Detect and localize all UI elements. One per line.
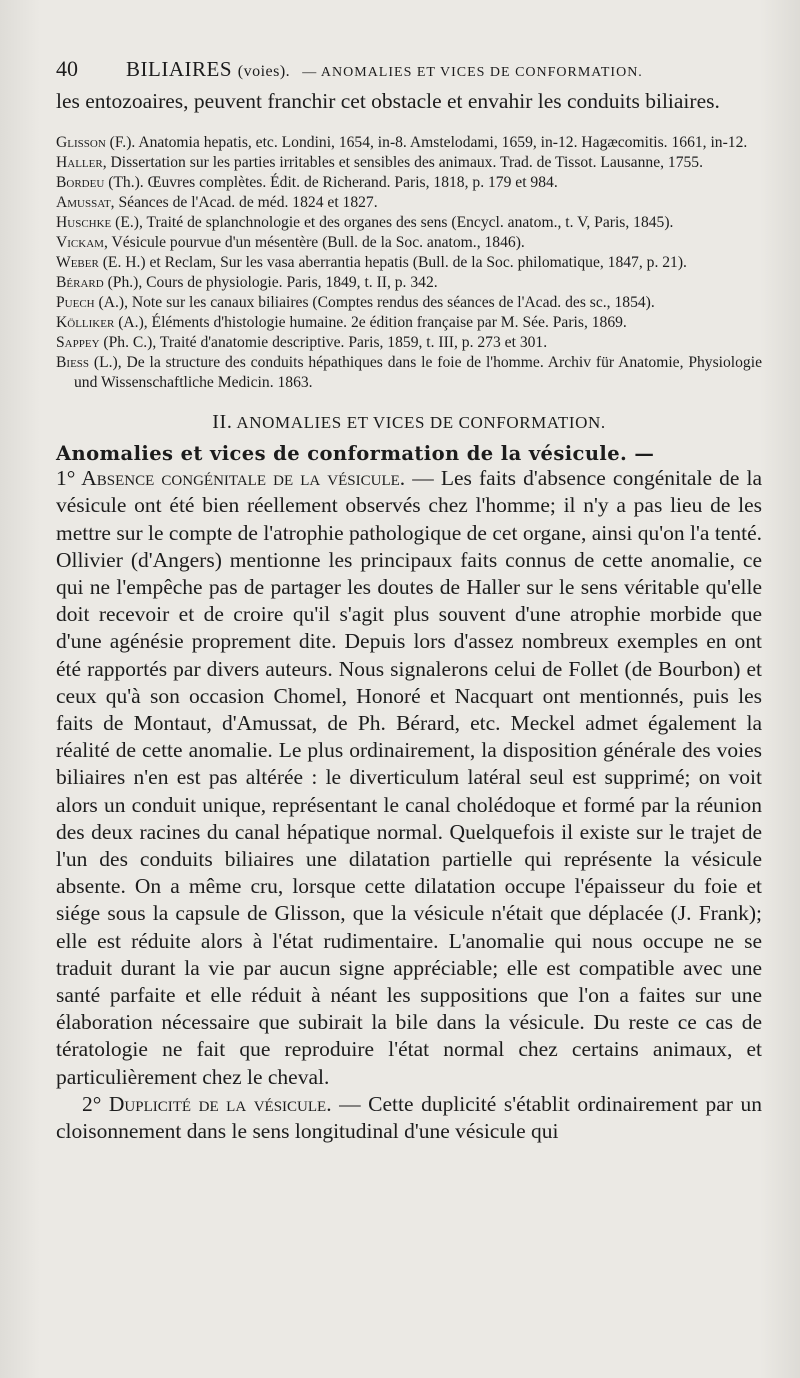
bib-entry: Puech (A.), Note sur les canaux biliaires (Comptes rendus des séances de l'Acad. des sc., 1854). (56, 294, 655, 312)
bib-entry: Bérard (Ph.), Cours de physiologie. Paris, 1849, t. II, p. 342. (56, 274, 438, 292)
paragraph-absence (56, 465, 762, 1091)
bib-entry: Vickam, Vésicule pourvue d'un mésentère (Bull. de la Soc. anatom., 1846). (56, 234, 525, 252)
bib-entry: Huschke (E.), Traité de splanchnologie et des organes des sens (Encycl. anatom., t. V, Paris, 1845). (56, 214, 674, 232)
section-heading: ANOMALIES ET VICES DE CONFORMATION. (236, 413, 606, 433)
bibliography (56, 133, 762, 393)
bib-entry: Biess (L.), De la structure des conduits hépathiques dans le foie de l'homme. Archiv für Anatomie, Physiologie und Wissenschaftliche Medicin. 1863. (56, 354, 762, 392)
intro-paragraph: les entozoaires, peuvent franchir cet obstacle et envahir les conduits biliaires. (56, 89, 720, 113)
running-head-title: BILIAIRES (voies). (126, 57, 291, 81)
bib-entry: Sappey (Ph. C.), Traité d'anatomie descriptive. Paris, 1859, t. III, p. 273 et 301. (56, 334, 548, 352)
paragraph-absence-text: Les faits d'absence congénitale de la vésicule ont été bien réellement observés chez l'homme; il n'y a pas lieu de les mettre sur le compte de l'atrophie pathologique de cet organe, ainsi qu'on l'a tenté. Ollivier (d'Angers) mentionne les principaux faits connus de cette anomalie, ce qui ne l'empêche pas de partager les doutes de Haller sur le sens véritable qu'elle doit recevoir et de croire qu'il s'agit plus souvent d'une atrophie morbide que d'une agénésie proprement dite. Depuis lors d'assez nombreux exemples en ont été rapportés par divers auteurs. Nous signalerons celui de Follet (de Bourbon) et ceux qu'à son occasion Chomel, Honoré et Nacquart ont mentionnés, puis les faits de Montaut, d'Amussat, de Ph. Bérard, etc. Meckel admet également la réalité de cette anomalie. Le plus ordinairement, la disposition générale des voies biliaires n'en est pas altérée : le diverticulum latéral seul est supprimé; on voit alors un conduit unique, représentant le canal cholédoque et formé par la réunion des deux racines du canal hépatique normal. Quelquefois il existe sur le trajet de l'un des conduits biliaires une dilatation partielle qui représente la vésicule absente. On a même cru, lorsque cette dilatation occupe l'épaisseur du foie et siége sous la capsule de Glisson, que la vésicule n'était que déplacée (J. Frank); elle est réduite alors à l'état rudimentaire. L'anomalie qui nous occupe ne se traduit durant la vie par aucun signe appréciable; elle est compatible avec une santé parfaite et elle réduit à néant les suppositions que l'on a faites sur une élaboration nécessaire que subirait la bile dans la vésicule. Du reste ce cas de tératologie ne fait que reproduire l'état normal chez certains animaux, et particulièrement chez le cheval. (56, 466, 763, 1089)
running-head-subtitle: — ANOMALIES ET VICES DE CONFORMATION. (302, 65, 643, 80)
paragraph-duplicite-text: Cette duplicité s'établit ordinairement par un cloisonnement dans le sens longitudinal d'une vésicule qui (56, 1091, 762, 1144)
running-header (56, 56, 762, 82)
bib-entry: Weber (E. H.) et Reclam, Sur les vasa aberrantia hepatis (Bull. de la Soc. philomatique, 1847, p. 21). (56, 254, 687, 272)
page-number: 40 (56, 56, 78, 81)
paragraph-duplicite-heading: 2° Duplicité de la vésicule. — (82, 1091, 361, 1116)
bib-entry: Amussat, Séances de l'Acad. de méd. 1824 et 1827. (56, 194, 378, 212)
bib-entry: Bordeu (Th.). Œuvres complètes. Édit. de Richerand. Paris, 1818, p. 179 et 984. (56, 174, 558, 192)
section-number: II. (212, 411, 233, 434)
bib-entry: Haller, Dissertation sur les parties irritables et sensibles des animaux. Trad. de Tissot. Lausanne, 1755. (56, 154, 703, 172)
section-title (56, 411, 762, 434)
bib-entry: Kölliker (A.), Éléments d'histologie humaine. 2e édition française par M. Sée. Paris, 1869. (56, 314, 627, 332)
paragraph-absence-heading: 1° Absence congénitale de la vésicule. — (56, 466, 434, 491)
paragraph-duplicite (56, 1091, 762, 1145)
bib-entry: Glisson (F.). Anatomia hepatis, etc. Londini, 1654, in-8. Amstelodami, 1659, in-12. Hagæcomitis. 1661, in-12. (56, 134, 748, 152)
subheading: Anomalies et vices de conformation de la vésicule. — (56, 442, 655, 466)
